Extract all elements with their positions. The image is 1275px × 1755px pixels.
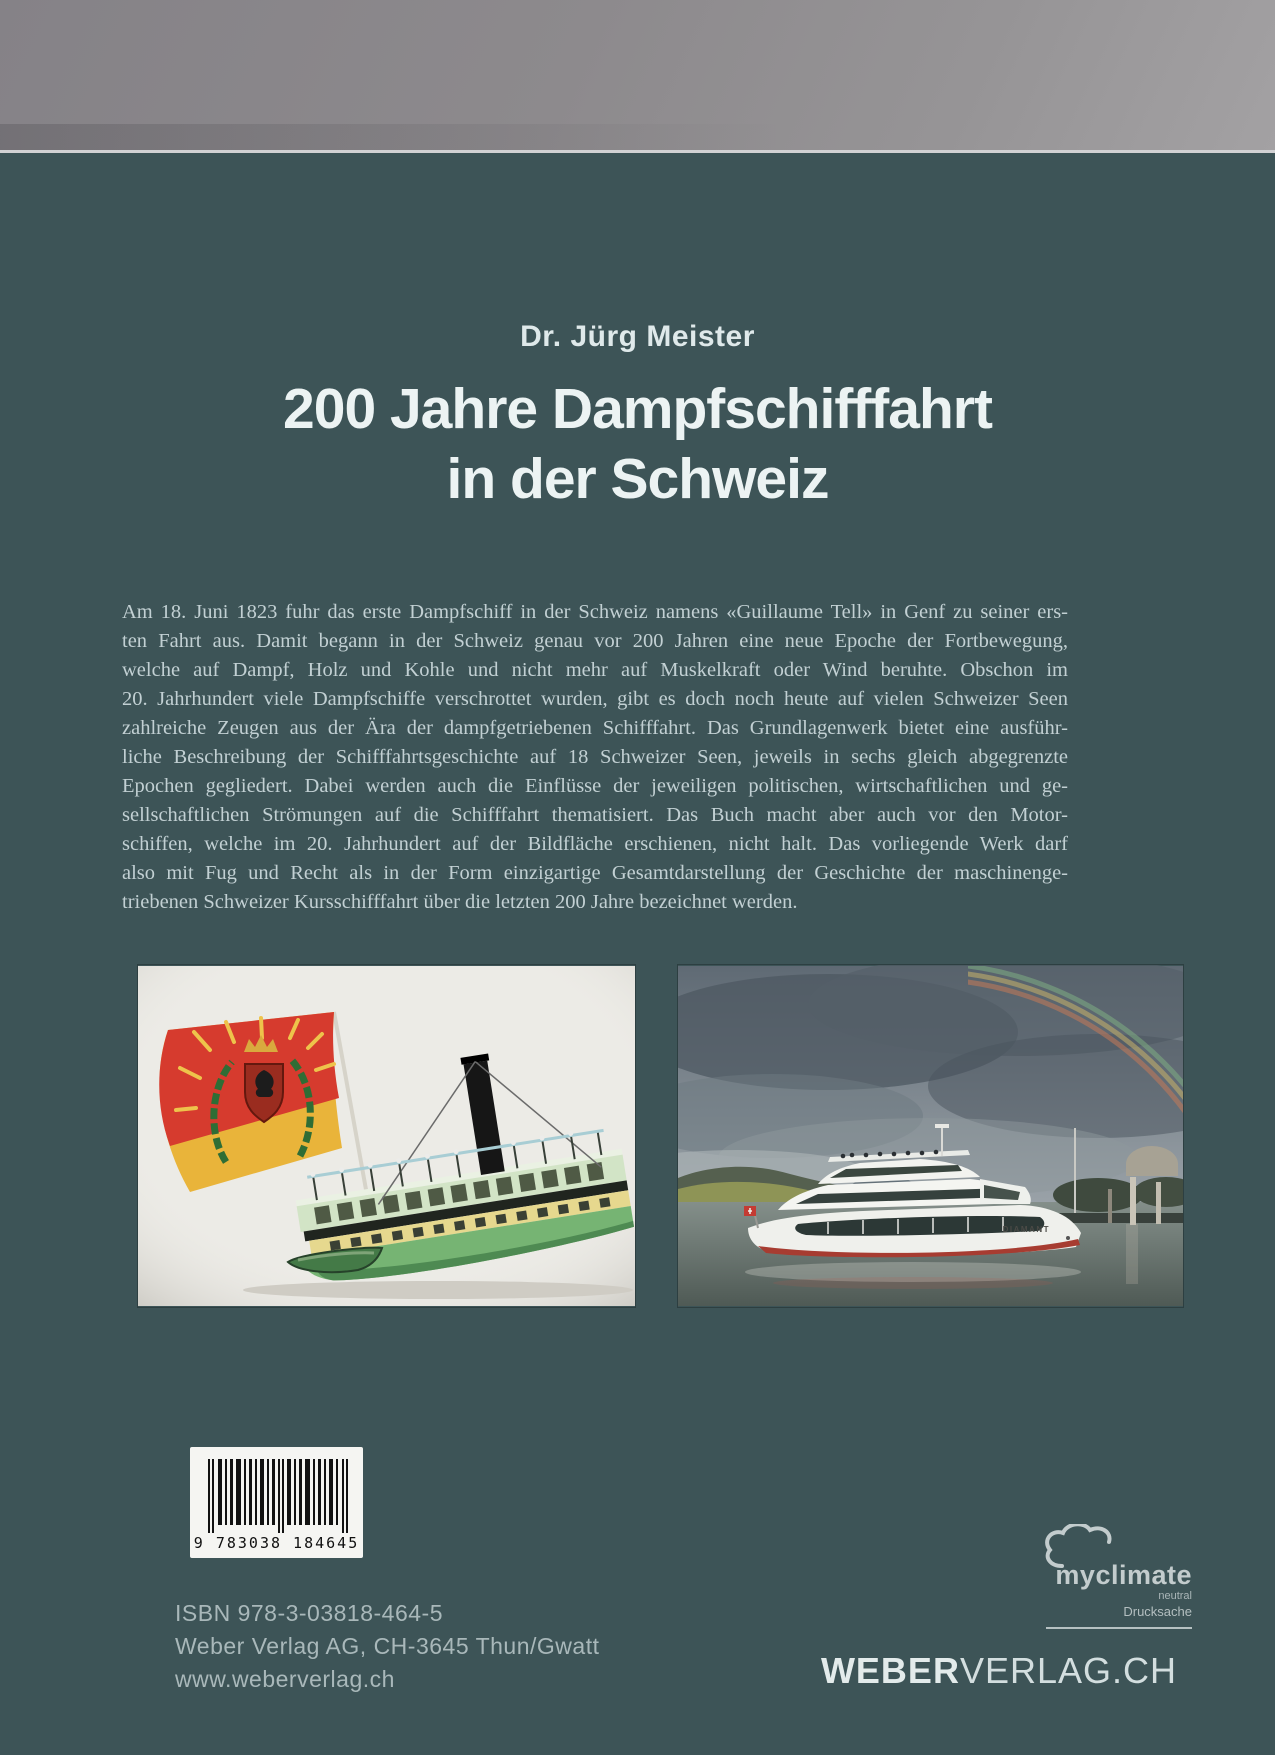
publisher-logo-weber: WEBER: [820, 1650, 960, 1691]
blurb-line: sellschaftlichen Strömungen auf die Schifffahrt thematisiert. Das Buch macht aber auch vor den Motor-: [122, 804, 1068, 826]
myclimate-wordmark: myclimate: [1055, 1560, 1192, 1590]
author-name: Dr. Jürg Meister: [520, 320, 755, 353]
publisher-logo-verlag: VERLAG.CH: [959, 1650, 1177, 1691]
diamant-name-label: DIAMANT: [1002, 1225, 1050, 1234]
myclimate-cloud-icon: [1040, 1524, 1118, 1570]
myclimate-logo: [1046, 1546, 1192, 1629]
myclimate-neutral-label: neutral: [1158, 1590, 1192, 1602]
blurb-line: welche auf Dampf, Holz und Kohle und nicht mehr auf Muskelkraft oder Wind beruhte. Obschon im: [122, 659, 1068, 681]
diamant-ship-illustration: [678, 965, 1183, 1307]
blurb-line: Epochen gegliedert. Dabei werden auch die Einflüsse der jeweiligen politischen, wirtschaftlichen und ge-: [122, 775, 1068, 797]
blurb-line: Am 18. Juni 1823 fuhr das erste Dampfschiff in der Schweiz namens «Guillaume Tell» in Genf zu seiner ers-: [122, 601, 1068, 623]
photo-diamant-ship: [678, 965, 1183, 1307]
scanner-backdrop: [0, 0, 1275, 153]
blurb-line: also mit Fug und Recht als in der Form einzigartige Gesamtdarstellung der Geschichte der maschinenge-: [122, 862, 1068, 884]
myclimate-underline: [1046, 1627, 1192, 1629]
book-title-line2: in der Schweiz: [446, 447, 829, 511]
back-cover-blurb: [122, 598, 1068, 917]
barcode-digits: 9 783038 184645: [193, 1534, 360, 1552]
blurb-line: liche Beschreibung der Schifffahrtsgeschichte auf 18 Schweizer Seen, jeweils in sechs gleich abgegrenzte: [122, 746, 1068, 768]
barcode-bars: [190, 1447, 363, 1535]
blurb-line: zahlreiche Zeugen aus der Ära der dampfgetriebenen Schifffahrt. Das Grundlagenwerk bietet eine ausführ-: [122, 717, 1068, 739]
blurb-line: ten Fahrt aus. Damit begann in der Schweiz genau vor 200 Jahren eine neue Epoche der Fortbewegung,: [122, 630, 1068, 652]
myclimate-drucksache-label: Drucksache: [1123, 1604, 1192, 1619]
blurb-line: 20. Jahrhundert viele Dampfschiffe verschrottet wurden, gibt es doch noch heute auf vielen Schweizer Seen: [122, 688, 1068, 710]
blurb-line: schiffen, welche im 20. Jahrhundert auf der Bildfläche erschienen, nicht halt. Das vorliegende Werk darf: [122, 833, 1068, 855]
photo-model-steamship: [138, 965, 635, 1307]
blurb-line: triebenen Schweizer Kursschifffahrt über die letzten 200 Jahre bezeichnet werden.: [122, 891, 798, 913]
book-title-line1: 200 Jahre Dampfschifffahrt: [283, 377, 992, 441]
publisher-website: www.weberverlag.ch: [175, 1666, 395, 1692]
publisher-address: Weber Verlag AG, CH-3645 Thun/Gwatt: [175, 1633, 600, 1659]
book-title: [0, 374, 1275, 514]
isbn-number: ISBN 978-3-03818-464-5: [175, 1600, 443, 1626]
model-steamship-illustration: [138, 965, 635, 1307]
publisher-logo: [0, 1650, 1177, 1692]
barcode: [190, 1447, 363, 1558]
